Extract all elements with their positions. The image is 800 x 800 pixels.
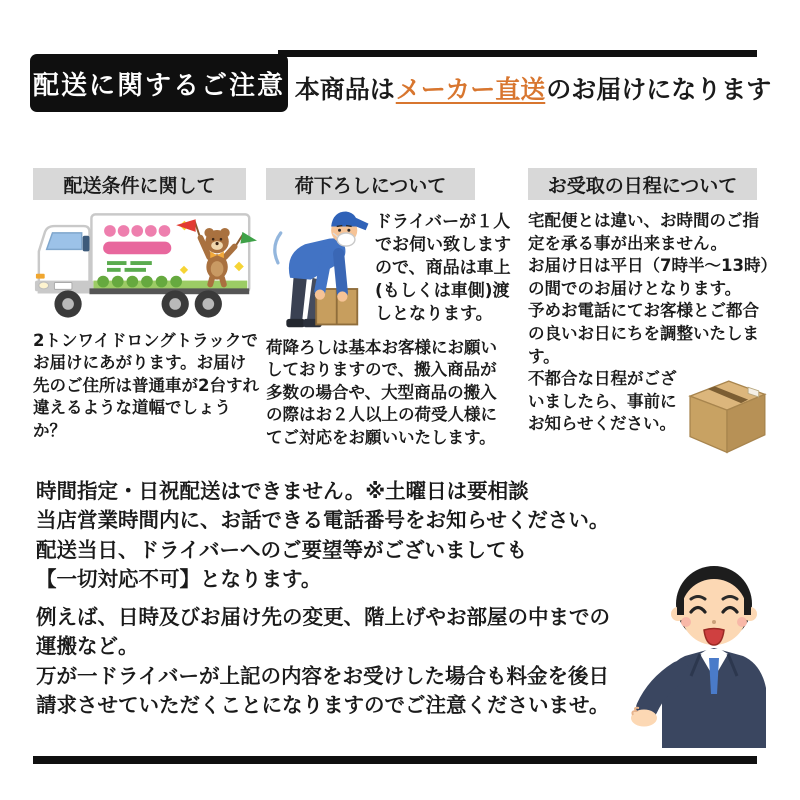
column-header-text: お受取の日程について (547, 174, 738, 197)
note-line: 配送当日、ドライバーへのご要望等がございましても (36, 537, 527, 562)
delivery-worker-illustration (266, 205, 372, 331)
unloading-text: 荷降ろしは基本お客様にお願いしておりますので、搬入商品が多数の場合や、大型商品の搬入の際はお２人以上の荷受人様にてご対応をお願いいたします。 (266, 338, 497, 447)
headline-suffix: のお届けになります (546, 75, 772, 104)
schedule-sentence: 宅配便とは違い、お時間のご指定を承る事が出来ません。 (528, 211, 759, 253)
extra-charge-note (36, 603, 621, 720)
unloading-side-text: ドライバーが１人でお伺い致しますので、商品は車上(もしくは車側)渡しとなります。 (375, 212, 511, 324)
column-header-unloading (266, 168, 475, 200)
headline (296, 64, 770, 112)
note-line: 【一切対応不可】となります。 (36, 566, 322, 591)
note-line: 当店営業時間内に、お話できる電話番号をお知らせください。 (36, 508, 610, 533)
delivery-truck-illustration (33, 206, 257, 324)
page-title-text: 配送に関するご注意 (32, 70, 285, 101)
top-divider (278, 50, 757, 57)
column-header-text: 配送条件に関して (63, 174, 216, 197)
bottom-divider (33, 756, 757, 764)
column-receiving-schedule (528, 168, 771, 458)
delivery-conditions-text: 2トンワイドロングトラックでお届けにあがります。お届け先のご住所は普通車が2台すれ違えるような道幅でしょうか？ (33, 331, 259, 440)
schedule-sentence: 予めお電話にてお客様とご都合の良いお日にちを調整いたします。 (528, 301, 759, 366)
column-unloading (266, 168, 513, 449)
cardboard-box-illustration (683, 372, 771, 458)
maker-direct-highlight[interactable]: メーカー直送 (395, 75, 546, 104)
note-line: 時間指定・日祝配送はできません。※土曜日は要相談 (36, 479, 529, 503)
headline-prefix: 本商品は (294, 75, 395, 104)
receiving-schedule-text (528, 210, 771, 436)
column-header-receiving-schedule (528, 168, 757, 200)
column-header-delivery-conditions (33, 168, 246, 200)
schedule-sentence: 不都合な日程がございましたら、事前にお知らせください。 (528, 369, 677, 434)
delivery-restrictions-note (36, 477, 656, 594)
note-line: 万が一ドライバーが上記の内容をお受けした場合も料金を後日請求させていただくことになりますのでご注意くださいませ。 (36, 663, 610, 717)
column-header-text: 荷下ろしについて (294, 174, 447, 197)
column-delivery-conditions (33, 168, 259, 442)
schedule-sentence: お届け日は平日（7時半～13時）の間でのお届けとなります。 (528, 256, 769, 298)
page-title (30, 54, 288, 112)
note-line: 例えば、日時及びお届け先の変更、階上げやお部屋の中までの運搬など。 (36, 605, 610, 659)
businessman-illustration (618, 548, 790, 748)
